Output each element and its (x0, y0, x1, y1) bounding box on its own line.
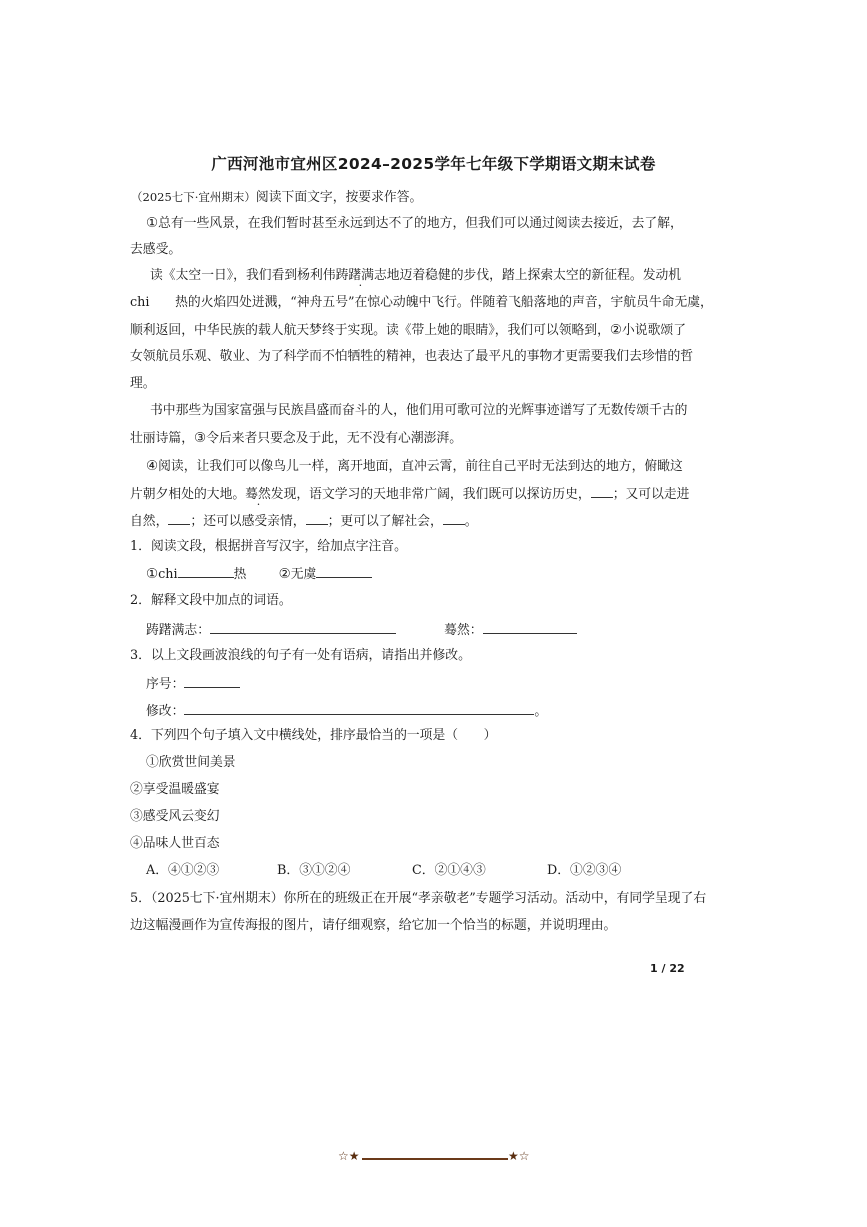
paragraph-4-line-2 (130, 484, 689, 504)
paragraph-4-line-1 (146, 457, 683, 476)
paragraph-1-line-1 (146, 214, 683, 233)
p4-text-c4: 。 (464, 514, 478, 529)
q3-sequence-blank[interactable] (184, 674, 240, 688)
paragraph-4-line-3 (130, 511, 478, 531)
question-5-line-1: 5．（2025七下·宜州期末）你所在的班级正在开展“孝亲敬老”专题学习活动。活动中，有同学呈现了右 (130, 891, 707, 906)
question-1-items (146, 564, 372, 584)
q3-revision-end: 。 (534, 704, 548, 719)
q3-revision-label: 修改： (146, 704, 185, 719)
q1-item-b-number: ② (278, 566, 291, 582)
q1-item-a-number: ① (146, 566, 159, 582)
q2-answer-blank-b[interactable] (483, 620, 577, 634)
footer-ornament (338, 1151, 532, 1167)
q1-answer-blank-a[interactable] (178, 564, 234, 578)
q1-item-a-text: chi (158, 567, 178, 582)
question-2: 2．解释文段中加点的词语。 (130, 593, 292, 608)
question-3-sequence (146, 674, 240, 694)
p4-text-c2: ；还可以感受亲情， (190, 514, 306, 529)
fill-blank-2[interactable] (168, 511, 190, 525)
circle-number-3: ③ (193, 430, 207, 446)
intro-source: （2025七下·宜州期末） (131, 190, 256, 204)
paragraph-2-line-5: 理。 (130, 376, 156, 391)
fill-blank-4[interactable] (443, 511, 465, 525)
paragraph-3-line-1: 书中那些为国家富强与民族昌盛而奋斗的人，他们用可歌可泣的光辉事迹谱写了无数传颂千古的 (150, 403, 688, 418)
paragraph-3-line-2 (130, 429, 462, 448)
p2-text-c: 顺利返回，中华民族的载人航天梦终于实现。读《带上她的眼睛》，我们可以领略到， (130, 323, 610, 338)
p4-text-c1: 自然， (130, 514, 169, 529)
q1-item-a-after: 热 (233, 567, 247, 582)
p2-text-a1: 读《太空一日》，我们看到杨利伟 (150, 268, 336, 283)
question-4: 4．下列四个句子填入文中横线处，排序最恰当的一项是（ ） (130, 728, 497, 743)
exam-title: 广西河池市宜州区2024–2025学年七年级下学期语文期末试卷 (211, 155, 656, 173)
q1-item-b-text: 无虞 (290, 567, 317, 582)
q4-option-1: ①欣赏世间美景 (146, 755, 236, 770)
dotted-word-moran: 蓦然 (245, 487, 271, 502)
q4-option-3: ③感受风云变幻 (130, 809, 220, 824)
p3-text-b2: 令后来者只要念及于此，无不没有心潮澎湃。 (206, 431, 463, 446)
q2-term-a: 踌躇满志： (146, 623, 210, 638)
fill-blank-3[interactable] (306, 511, 328, 525)
p1-text-a: 总有一些风景，在我们暂时甚至永远到达不了的地方，但我们可以通过阅读去接近，去了解， (158, 216, 683, 231)
q4-option-2: ②享受温暖盛宴 (130, 782, 220, 797)
q4-choice-c[interactable]: C．②①④③ (412, 863, 486, 878)
p4-text-a: 阅读，让我们可以像鸟儿一样，离开地面，直冲云霄，前往自己平时无法到达的地方，俯瞰这 (158, 459, 683, 474)
q4-choice-d[interactable]: D．①②③④ (547, 863, 622, 878)
p4-text-c3: ；更可以了解社会， (327, 514, 443, 529)
footer-stars-right-icon: ★☆ (508, 1149, 530, 1163)
p4-text-b1: 片朝夕相处的大地。 (130, 487, 246, 502)
p2-text-a2: 地迈着稳健的步伐，踏上探索太空的新征程。发动机 (386, 268, 682, 283)
circle-number-2: ② (609, 322, 622, 338)
p3-text-b1: 壮丽诗篇， (130, 431, 194, 446)
q4-option-4: ④品味人世百态 (130, 836, 220, 851)
question-3-revision (146, 701, 547, 721)
q1-answer-blank-b[interactable] (316, 564, 372, 578)
dotted-word-chouchu: 踌躇满志 (335, 268, 387, 283)
question-2-items (146, 620, 577, 640)
question-1: 1．阅读文段，根据拼音写汉字，给加点字注音。 (130, 539, 407, 554)
intro-text: 阅读下面文字，按要求作答。 (255, 190, 423, 205)
paragraph-1-line-2: 去感受。 (130, 242, 182, 257)
q4-choice-b[interactable]: B．③①②④ (277, 863, 351, 878)
paragraph-2-line-2: chi 热的火焰四处迸溅，“神舟五号”在惊心动魄中飞行。伴随着飞船落地的声音，宇航员牛命无虞， (130, 295, 713, 310)
q3-revision-blank[interactable] (184, 701, 534, 715)
paragraph-2-line-1 (150, 267, 681, 285)
circle-number-4: ④ (146, 458, 159, 474)
q3-sequence-label: 序号： (146, 677, 185, 692)
paragraph-2-line-3 (130, 321, 686, 340)
p4-text-b3: ；又可以走进 (612, 487, 690, 502)
q4-choice-a[interactable]: A．④①②③ (146, 863, 220, 878)
p2-text-c2: 小说歌颂了 (622, 323, 686, 338)
circle-number-1: ① (146, 215, 159, 231)
footer-stars-left-icon: ☆★ (338, 1149, 360, 1163)
q2-answer-blank-a[interactable] (210, 620, 396, 634)
fill-blank-1[interactable] (591, 484, 613, 498)
q2-term-b: 蓦然： (444, 623, 483, 638)
question-5-line-2: 边这幅漫画作为宣传海报的图片，请仔细观察，给它加一个恰当的标题，并说明理由。 (130, 918, 617, 933)
page-number: 1 / 22 (650, 962, 685, 975)
paragraph-2-line-4: 女领航员乐观、敬业、为了科学而不怕牺牲的精神，也表达了最平凡的事物才更需要我们去珍惜的哲 (130, 349, 694, 364)
question-3: 3．以上文段画波浪线的句子有一处有语病，请指出并修改。 (130, 648, 471, 663)
footer-rule (362, 1158, 508, 1160)
intro-line (131, 188, 422, 207)
p4-text-b2: 发现，语文学习的天地非常广阔，我们既可以探访历史， (270, 487, 591, 502)
